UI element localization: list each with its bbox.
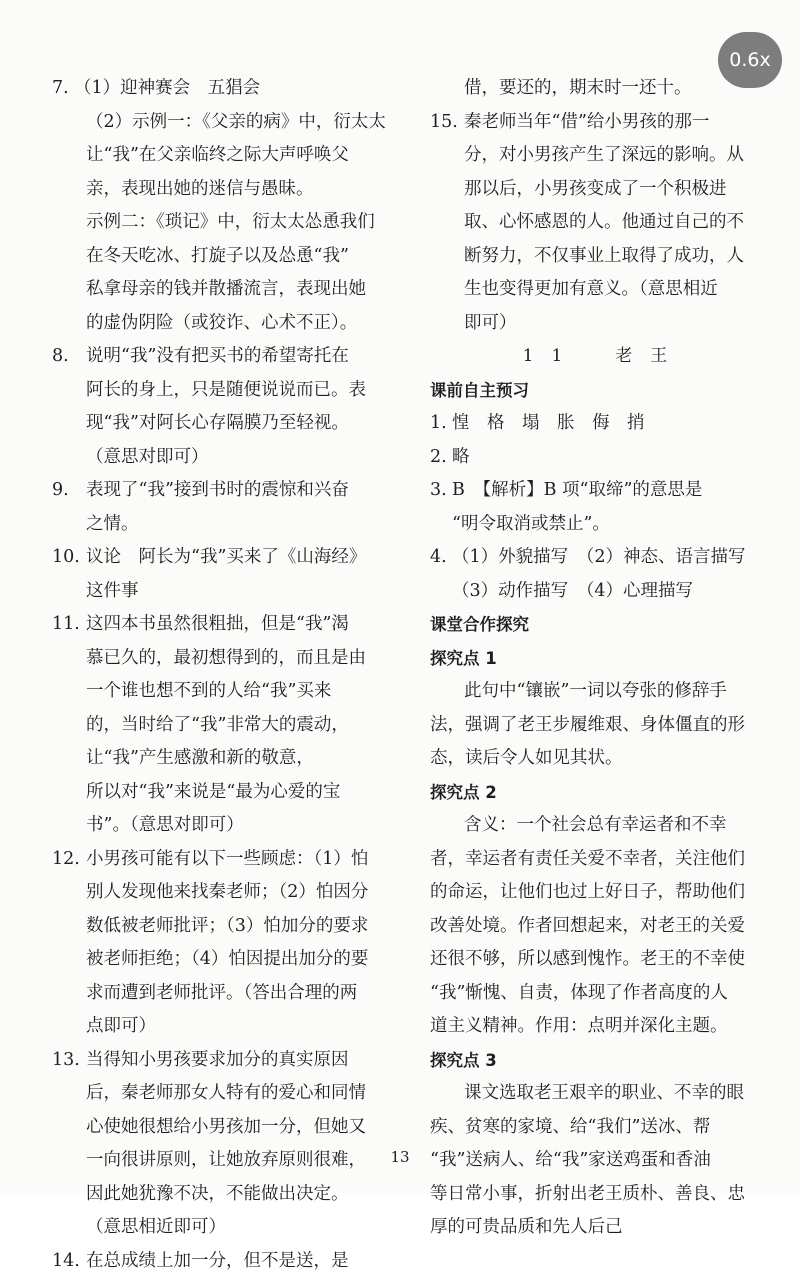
item-number: 4.	[430, 541, 447, 575]
page-number: 13	[0, 1148, 800, 1166]
left-column	[52, 72, 394, 1278]
explore-point-2-title: 探究点 2	[430, 776, 760, 810]
item-number: 7.	[52, 72, 69, 106]
answer-12: 12. 小男孩可能有以下一些顾虑：（1）怕 别人发现他来找秦老师；（2）怕因分 数低被老师批评；（3）怕加分的要求 被老师拒绝；（4）怕因提出加分的要 求而遭到老师批评。（答出合理的两 点即可）	[52, 843, 394, 1044]
explore-point-2-text: 含义：一个社会总有幸运者和不幸 者，幸运者有责任关爱不幸者，关注他们 的命运，让他们也过上好日子，帮助他们 改善处境。作者回想起来，对老王的关爱 还很不够，所以感到愧怍。老王的不幸使 “我”惭愧、自责，体现了作者高度的人 道主义精神。作用：点明并深化主题。	[430, 809, 760, 1044]
answer-7-example-1: （2）示例一：《父亲的病》中，衍太太 让“我”在父亲临终之际大声呼唤父 亲，表现出她的迷信与愚昧。	[52, 106, 394, 207]
answer-14-continued: 借，要还的，期末时一还十。	[430, 72, 760, 106]
item-number: 13.	[52, 1044, 80, 1078]
item-number: 1.	[430, 407, 447, 441]
heading-preview: 课前自主预习	[430, 374, 760, 408]
item-number: 3.	[430, 474, 447, 508]
explore-point-1-title: 探究点 1	[430, 642, 760, 676]
explore-point-3-text: 课文选取老王艰辛的职业、不幸的眼 疾、贫寒的家境、给“我们”送冰、帮 “我”送病人、给“我”家送鸡蛋和香油 等日常小事，折射出老王质朴、善良、忠 厚的可贵品质和先人后己	[430, 1077, 760, 1245]
preview-3: 3. B 【解析】B 项“取缔”的意思是 “明令取消或禁止”。	[430, 474, 760, 541]
item-number: 11.	[52, 608, 80, 642]
answer-7: 7. （1）迎神赛会 五猖会	[52, 72, 394, 106]
preview-4: 4. （1）外貌描写 （2）神态、语言描写 （3）动作描写 （4）心理描写	[430, 541, 760, 608]
item-number: 15.	[430, 106, 458, 140]
answer-10: 10. 议论 阿长为“我”买来了《山海经》 这件事	[52, 541, 394, 608]
item-number: 8.	[52, 340, 69, 374]
answer-14: 14. 在总成绩上加一分，但不是送，是	[52, 1245, 394, 1278]
explore-point-3-title: 探究点 3	[430, 1044, 760, 1078]
preview-1: 1. 惶 格 塌 胀 侮 捎	[430, 407, 760, 441]
answer-13: 13. 当得知小男孩要求加分的真实原因 后，秦老师那女人特有的爱心和同情 心使她很想给小男孩加一分，但她又 一向很讲原则，让她放弃原则很难， 因此她犹豫不决，不能做出决定。 （意思相近即可）	[52, 1044, 394, 1245]
item-number: 9.	[52, 474, 69, 508]
answer-8: 8. 说明“我”没有把买书的希望寄托在 阿长的身上，只是随便说说而已。表 现“我”对阿长心存隔膜乃至轻视。 （意思对即可）	[52, 340, 394, 474]
explore-point-1-text: 此句中“镶嵌”一词以夸张的修辞手 法，强调了老王步履维艰、身体僵直的形 态，读后令人如见其状。	[430, 675, 760, 776]
answer-11: 11. 这四本书虽然很粗拙，但是“我”渴 慕已久的，最初想得到的，而且是由 一个谁也想不到的人给“我”买来 的，当时给了“我”非常大的震动， 让“我”产生感激和新的敬意， 所以对“我”来说是“最为心爱的宝 书”。（意思对即可）	[52, 608, 394, 843]
answer-7-example-2: 示例二：《琐记》中，衍太太怂恿我们 在冬天吃冰、打旋子以及怂恿“我” 私拿母亲的钱并散播流言，表现出她 的虚伪阴险（或狡诈、心术不正）。	[52, 206, 394, 340]
preview-2: 2. 略	[430, 441, 760, 475]
item-number: 2.	[430, 441, 447, 475]
answer-9: 9. 表现了“我”接到书时的震惊和兴奋 之情。	[52, 474, 394, 541]
zoom-level-text: 0.6x	[729, 49, 770, 71]
item-number: 12.	[52, 843, 80, 877]
answer-15: 15. 秦老师当年“借”给小男孩的那一 分，对小男孩产生了深远的影响。从 那以后，小男孩变成了一个积极进 取、心怀感恩的人。他通过自己的不 断努力，不仅事业上取得了成功，人 生也变得更加有意义。（意思相近 即可）	[430, 106, 760, 341]
lesson-title: 11 老王	[430, 340, 760, 374]
heading-explore: 课堂合作探究	[430, 608, 760, 642]
right-column	[430, 72, 760, 1245]
item-number: 10.	[52, 541, 80, 575]
item-number: 14.	[52, 1245, 80, 1278]
